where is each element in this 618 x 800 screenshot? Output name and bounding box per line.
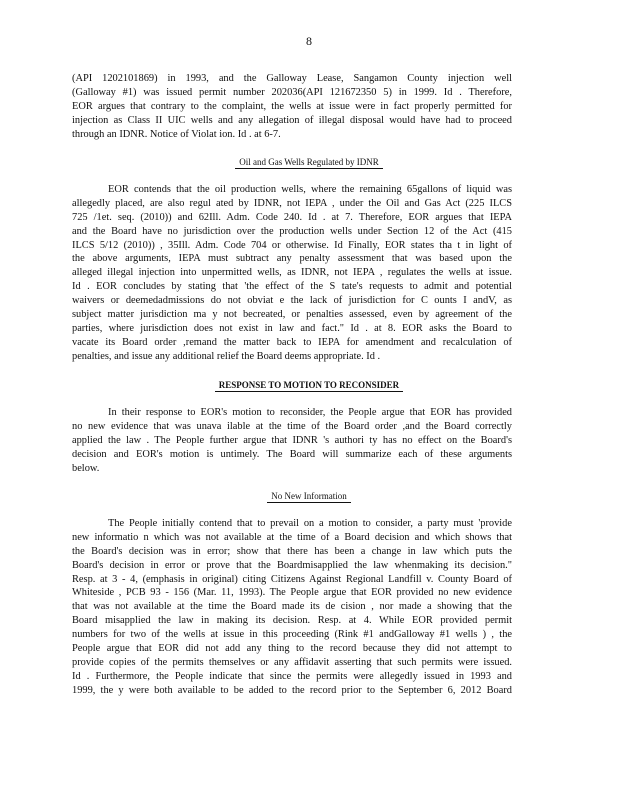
text-line: Board misapplied the law in making its decision. Resp. at 4. While EOR provided permit	[72, 615, 512, 627]
text-line: provide copies of the permits themselves or any affidavit asserting that such permits were issued.	[72, 656, 512, 668]
text-line: waivers or deemedadmissions do not obviat e the lack of jurisdiction for C ounts I andV, as	[72, 295, 512, 307]
text-line: the Board's decision was in error; show that there has been a change in law which puts the	[72, 545, 512, 557]
text-line: numbers for two of the wells at issue in this proceeding (Rink #1 andGalloway #1 wells ) , the	[72, 629, 512, 641]
text-line: Id . Furthermore, the People indicate that since the permits were allegedly issued in 1993 and	[72, 670, 512, 682]
text-line: vacate its Board order ,remand the matter back to IEPA for amendment and recalculation of	[72, 336, 512, 348]
page-number: 8	[306, 34, 312, 48]
text-line: parties, where jurisdiction does not exist in law and fact." Id . at 8. EOR asks the Board to	[72, 322, 512, 334]
paragraph-people-contend	[72, 517, 512, 698]
text-line: People argue that EOR did not add any thing to the record because they did not attempt to	[72, 643, 512, 655]
text-line: the above arguments, IEPA must subtract any penalty assessment that was based upon the	[72, 253, 512, 265]
section-heading-no-new-info	[0, 490, 618, 502]
text-line: ILCS 5/12 (2010)) , 35Ill. Adm. Code 704 or otherwise. Id Finally, EOR states tha t in light of	[72, 239, 512, 251]
paragraph-permits	[72, 72, 512, 141]
text-line: Whiteside , PCB 93 - 156 (Mar. 11, 1993). The People argue that EOR provided no new evidence	[72, 587, 512, 599]
text-line: 725 /1et. seq. (2010)) and 62Ill. Adm. Code 240. Id . at 7. Therefore, EOR argues that IEPA	[72, 211, 512, 223]
text-line: Id . EOR concludes by stating that 'the effect of the S tate's requests to admit and potential	[72, 281, 512, 293]
text-line: subject matter jurisdiction ma y not becreated, or penalties assessed, even by agreement of the	[72, 309, 512, 321]
text-line: penalties, and issue any additional relief the Board deems appropriate. Id .	[72, 350, 381, 362]
text-line: injection as Class II UIC wells and any allegation of illegal disposal would have had to proceed	[72, 114, 512, 126]
text-line: no new evidence that was unava ilable at the time of the Board order ,and the Board correctly	[72, 420, 512, 432]
text-line: that was not available at the time the Board made its de cision , nor made a showing that the	[72, 601, 512, 613]
text-line: In their response to EOR's motion to reconsider, the People argue that EOR has provided	[108, 407, 512, 418]
text-line: new informatio n which was not available at the time of a Board decision and which shows that	[72, 531, 512, 543]
text-line: Resp. at 3 - 4, (emphasis in original) citing Citizens Against Regional Landfill v. County Board of	[72, 573, 512, 585]
text-line: The People initially contend that to prevail on a motion to consider, a party must 'provide	[108, 518, 512, 529]
text-line: below.	[72, 462, 100, 474]
text-line: allegedly placed, are also regul ated by IDNR, not IEPA , under the Oil and Gas Act (225 ILCS	[72, 197, 512, 209]
section-heading-text: No New Information	[267, 490, 350, 503]
text-line: alleged illegal injection into unpermitted wells, as IDNR, not IEPA , regulates the wells at issue.	[72, 267, 512, 279]
text-line: EOR argues that contrary to the complaint, the wells at issue were in fact properly permitted for	[72, 100, 512, 112]
text-line: decision and EOR's motion is untimely. The Board will summarize each of these arguments	[72, 448, 512, 460]
text-line: Board's decision in error or prove that the Boardmisapplied the law whenmaking its decision."	[72, 559, 512, 571]
text-line: through an IDNR. Notice of Violat ion. Id . at 6-7.	[72, 128, 281, 140]
text-line: (API 1202101869) in 1993, and the Galloway Lease, Sangamon County injection well	[72, 73, 512, 84]
section-heading-text: RESPONSE TO MOTION TO RECONSIDER	[215, 379, 403, 392]
section-heading-text: Oil and Gas Wells Regulated by IDNR	[235, 156, 383, 169]
text-line: 1999, the y were both available to be added to the record prior to the September 6, 2012 Board	[72, 684, 512, 696]
text-line: EOR contends that the oil production wells, where the remaining 65gallons of liquid was	[108, 184, 512, 195]
paragraph-eor-contends	[72, 183, 512, 364]
section-heading-response	[0, 379, 618, 391]
paragraph-response	[72, 406, 512, 475]
text-line: applied the law . The People further argue that IDNR 's authori ty has no effect on the Board's	[72, 434, 512, 446]
text-line: (Galloway #1) was issued permit number 202036(API 121672350 5) in 1999. Id . Therefore,	[72, 86, 512, 98]
section-heading-idnr	[0, 156, 618, 168]
text-line: and the Board have no jurisdiction over the production wells under Section 12 of the Act (415	[72, 225, 512, 237]
